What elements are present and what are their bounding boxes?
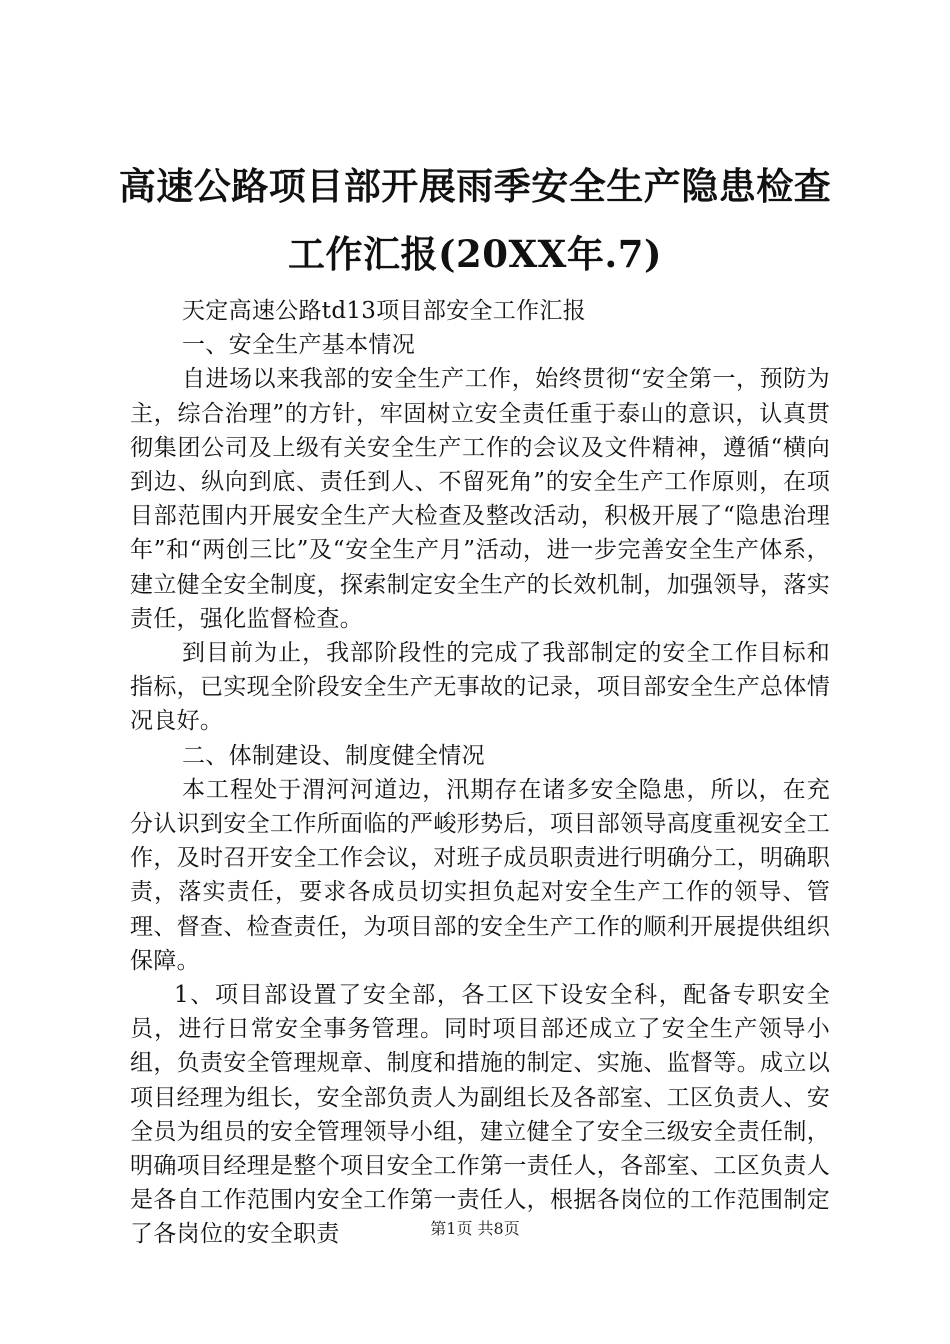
document-subtitle: 天定高速公路td13项目部安全工作汇报 bbox=[182, 298, 586, 324]
document-body bbox=[130, 294, 830, 1252]
paragraph-4: 1、项目部设置了安全部，各工区下设安全科，配备专职安全员，进行日常安全事务管理。同时项目部还成立了安全生产领导小组，负责安全管理规章、制度和措施的制定、实施、监督等。成立以项目经理为组长，安全部负责人为副组长及各部室、工区负责人、安全员为组员的安全管理领导小组，建立健全了安全三级安全责任制，明确项目经理是整个项目安全工作第一责任人，各部室、工区负责人是各自工作范围内安全工作第一责任人，根据各岗位的工作范围制定了各岗位的安全职责 bbox=[130, 982, 830, 1248]
section-heading-2: 二、体制建设、制度健全情况 bbox=[182, 742, 485, 769]
paragraph-3: 本工程处于渭河河道边，汛期存在诸多安全隐患，所以，在充分认识到安全工作所面临的严峻形势后，项目部领导高度重视安全工作，及时召开安全工作会议，对班子成员职责进行明确分工，明确职责，落实责任，要求各成员切实担负起对安全生产工作的领导、管理、督查、检查责任，为项目部的安全生产工作的顺利开展提供组织保障。 bbox=[130, 776, 830, 974]
paragraph-2: 到目前为止，我部阶段性的完成了我部制定的安全工作目标和指标，已实现全阶段安全生产无事故的记录，项目部安全生产总体情况良好。 bbox=[130, 640, 830, 735]
document-title: 高速公路项目部开展雨季安全生产隐患检查工作汇报(20XX年.7) bbox=[118, 164, 832, 276]
page-footer: 第1页 共8页 bbox=[430, 1219, 520, 1238]
paragraph-1: 自进场以来我部的安全生产工作，始终贯彻“安全第一，预防为主，综合治理”的方针，牢固树立安全责任重于泰山的意识，认真贯彻集团公司及上级有关安全生产工作的会议及文件精神，遵循“横向到边、纵向到底、责任到人、不留死角”的安全生产工作原则，在项目部范围内开展安全生产大检查及整改活动，积极开展了“隐患治理年”和“两创三比”及“安全生产月”活动，进一步完善安全生产体系，建立健全安全制度，探索制定安全生产的长效机制，加强领导，落实责任，强化监督检查。 bbox=[130, 366, 830, 632]
section-heading-1: 一、安全生产基本情况 bbox=[182, 332, 415, 359]
